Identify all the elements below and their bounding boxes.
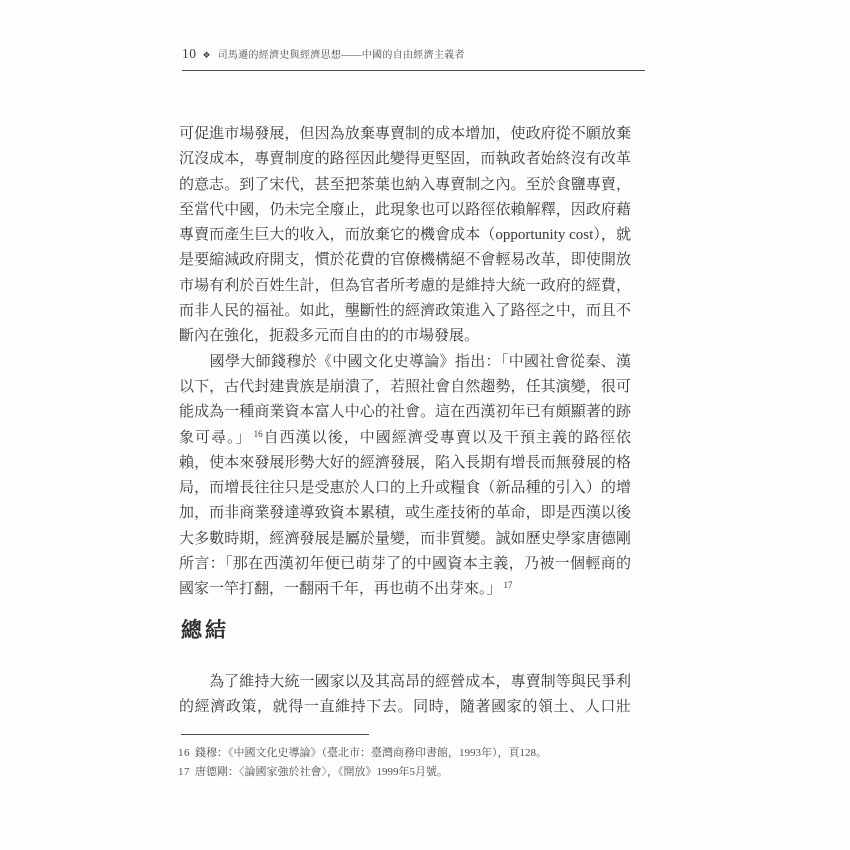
footnote-item — [178, 744, 658, 763]
text-line: 國家一竿打翻，一翻兩千年，再也萌不出芽來。」 $^{17}$ — [179, 580, 513, 598]
text-line: 而非人民的福祉。如此，壟斷性的經濟政策進入了路徑之中，而且不 — [179, 303, 631, 320]
paragraph-path-dependence — [179, 122, 631, 350]
text-line: 斷內在強化，扼殺多元而自由的的市場發展。 — [179, 328, 480, 345]
text-line: 至當代中國，仍未完全廢止，此現象也可以路徑依賴解釋，因政府藉 — [179, 201, 631, 218]
footnote-item — [178, 763, 658, 782]
text-line: 沉沒成本，專賣制度的路徑因此變得更堅固，而執政者始終沒有改革 — [179, 151, 631, 168]
text-line: 的意志。到了宋代，甚至把茶葉也納入專賣制之內。至於食鹽專賣， — [179, 176, 631, 193]
footnote-reference: 16 — [253, 428, 263, 439]
text-line: 國學大師錢穆於《中國文化史導論》指出：「中國社會從秦、漢 — [179, 353, 631, 370]
footnotes — [178, 744, 658, 781]
text-line: 市場有利於百姓生計，但為官者所考慮的是維持大統一政府的經費， — [179, 277, 631, 294]
section-heading: 總結 — [181, 619, 229, 642]
footnote-text: 唐德剛：〈論國家強於社會〉，《開放》1999年5月號。 — [195, 765, 448, 778]
page-number: 10 — [182, 46, 197, 61]
text-line: 加，而非商業發達導致資本累積，或生產技術的革命，即是西漢以後 — [179, 505, 631, 522]
paragraph-qian-mu-quote — [179, 350, 631, 603]
paragraph-conclusion — [179, 670, 631, 721]
body-text — [179, 122, 631, 603]
text-line: 是要縮減政府開支，慣於花費的官僚機構絕不會輕易改革，即使開放 — [179, 252, 631, 269]
running-header — [182, 46, 645, 71]
footnote-reference: 17 — [503, 580, 513, 591]
text-line: 象可尋。」 $^{16}$自西漢以後，中國經濟受專賣以及干預主義的路徑依 — [179, 428, 631, 446]
text-line: 所言：「那在西漢初年便已萌芽了的中國資本主義，乃被一個輕商的 — [179, 556, 631, 573]
diamond-ornament-icon: ❖ — [202, 50, 211, 60]
footnote-separator-rule — [181, 734, 369, 735]
footnote-number: 17 — [178, 765, 190, 778]
text-line: 為了維持大統一國家以及其高昂的經營成本，專賣制等與民爭利 — [179, 674, 631, 690]
running-title: 司馬遷的經濟史與經濟思想——中國的自由經濟主義者 — [217, 50, 465, 61]
text-line: 可促進市場發展，但因為放棄專賣制的成本增加，使政府從不願放棄 — [179, 126, 631, 142]
text-line: 局，而增長往往只是受惠於人口的上升或糧食（新品種的引入）的增 — [179, 480, 631, 497]
text-line: 賴，使本來發展形勢大好的經濟發展，陷入長期有增長而無發展的格 — [179, 454, 631, 471]
text-line: 能成為一種商業資本富人中心的社會。這在西漢初年已有頗顯著的跡 — [179, 404, 631, 421]
text-line: 大多數時期，經濟發展是屬於量變，而非質變。誠如歷史學家唐德剛 — [179, 530, 631, 547]
footnote-number: 16 — [178, 747, 190, 759]
footnote-text: 錢穆：《中國文化史導論》（臺北市：臺灣商務印書館，1993年），頁128。 — [195, 747, 547, 759]
text-line: 專賣而產生巨大的收入，而放棄它的機會成本（opportunity cost），就 — [179, 227, 631, 244]
text-line: 以下，古代封建貴族是崩潰了，若照社會自然趨勢，任其演變，很可 — [179, 378, 631, 395]
text-line: 的經濟政策，就得一直維持下去。同時，隨著國家的領土、人口壯 — [179, 699, 631, 716]
